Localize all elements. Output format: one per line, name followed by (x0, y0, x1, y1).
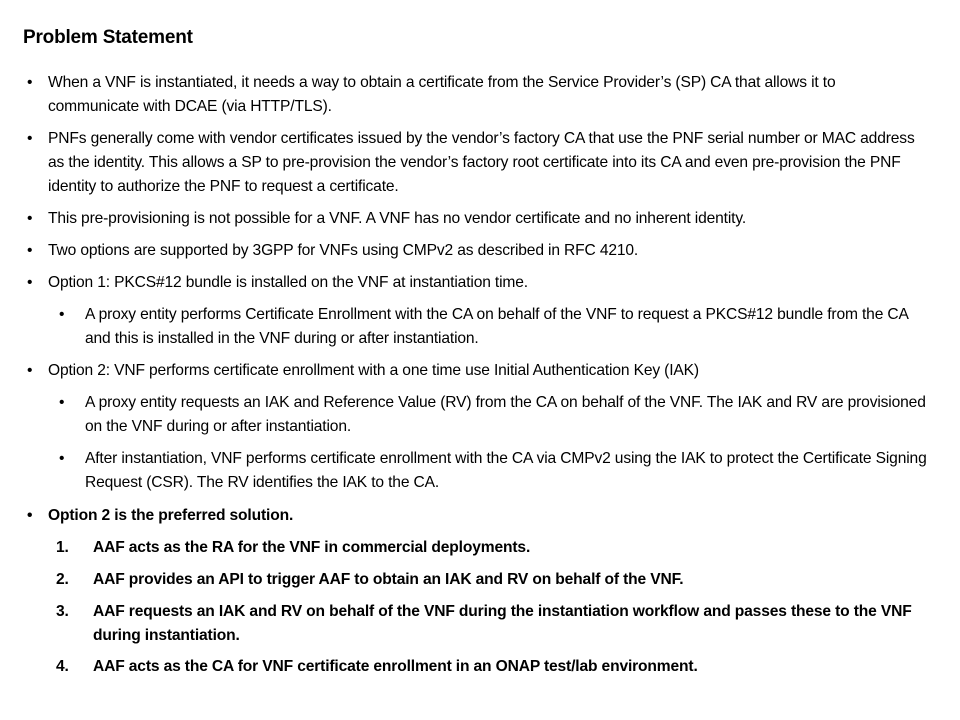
bullet-item-preferred-solution (27, 504, 928, 528)
page-title: Problem Statement (23, 27, 193, 48)
bullet-text: When a VNF is instantiated, it needs a way to obtain a certificate from the Service Provider’s (SP) CA that allows it to communicate with DCAE (via HTTP/TLS). (48, 74, 836, 115)
number-marker: 2. (56, 571, 69, 588)
bullet-marker: • (27, 362, 33, 379)
number-marker: 1. (56, 539, 69, 556)
bullet-marker: • (27, 74, 33, 91)
bullet-text: Option 1: PKCS#12 bundle is installed on the VNF at instantiation time. (48, 274, 528, 291)
bullet-marker: • (59, 394, 65, 411)
bullet-text: This pre-provisioning is not possible for a VNF. A VNF has no vendor certificate and no inherent identity. (48, 210, 747, 227)
bullet-text: Two options are supported by 3GPP for VNFs using CMPv2 as described in RFC 4210. (48, 242, 639, 259)
bullet-text: Option 2: VNF performs certificate enrollment with a one time use Initial Authentication Key (IAK) (48, 362, 699, 379)
bullet-marker: • (27, 210, 33, 227)
sub-bullet-item-option-2-proxy (59, 391, 935, 439)
bullet-item-option-2 (27, 359, 928, 383)
bullet-item-option-1 (27, 271, 928, 295)
numbered-text: AAF provides an API to trigger AAF to obtain an IAK and RV on behalf of the VNF. (93, 571, 684, 588)
numbered-item (56, 568, 933, 592)
numbered-item (56, 536, 933, 560)
bullet-marker: • (27, 130, 33, 147)
bullet-text: After instantiation, VNF performs certificate enrollment with the CA via CMPv2 using the IAK to protect the Certificate Signing Request (CSR). The RV identifies the IAK to the CA. (85, 450, 927, 491)
bullet-text: Option 2 is the preferred solution. (48, 507, 294, 524)
sub-bullet-item-option-1-proxy (59, 303, 935, 351)
numbered-text: AAF acts as the CA for VNF certificate enrollment in an ONAP test/lab environment. (93, 658, 698, 675)
bullet-item-pnf-vendor-certificates (27, 127, 928, 199)
numbered-text: AAF acts as the RA for the VNF in commercial deployments. (93, 539, 531, 556)
numbered-text: AAF requests an IAK and RV on behalf of the VNF during the instantiation workflow and passes these to the VNF during instantiation. (93, 603, 912, 644)
bullet-text: PNFs generally come with vendor certificates issued by the vendor’s factory CA that use the PNF serial number or MAC address as the identity. This allows a SP to pre-provision the vendor’s factory root certificate into its CA and even pre-provision the PNF identity to authorize the PNF to request a certificate. (48, 130, 915, 195)
bullet-item-two-options (27, 239, 928, 263)
numbered-item (56, 655, 933, 679)
bullet-text: A proxy entity performs Certificate Enrollment with the CA on behalf of the VNF to request a PKCS#12 bundle from the CA and this is installed in the VNF during or after instantiation. (85, 306, 908, 347)
bullet-item-vnf-certificate-need (27, 71, 928, 119)
bullet-marker: • (27, 274, 33, 291)
numbered-item (56, 600, 933, 648)
bullet-marker: • (59, 306, 65, 323)
sub-bullet-item-option-2-enrollment (59, 447, 935, 495)
bullet-marker: • (59, 450, 65, 467)
bullet-item-vnf-pre-provisioning (27, 207, 928, 231)
bullet-marker: • (27, 507, 33, 524)
number-marker: 4. (56, 658, 69, 675)
bullet-marker: • (27, 242, 33, 259)
bullet-text: A proxy entity requests an IAK and Reference Value (RV) from the CA on behalf of the VNF. The IAK and RV are provisioned on the VNF during or after instantiation. (85, 394, 926, 435)
number-marker: 3. (56, 603, 69, 620)
